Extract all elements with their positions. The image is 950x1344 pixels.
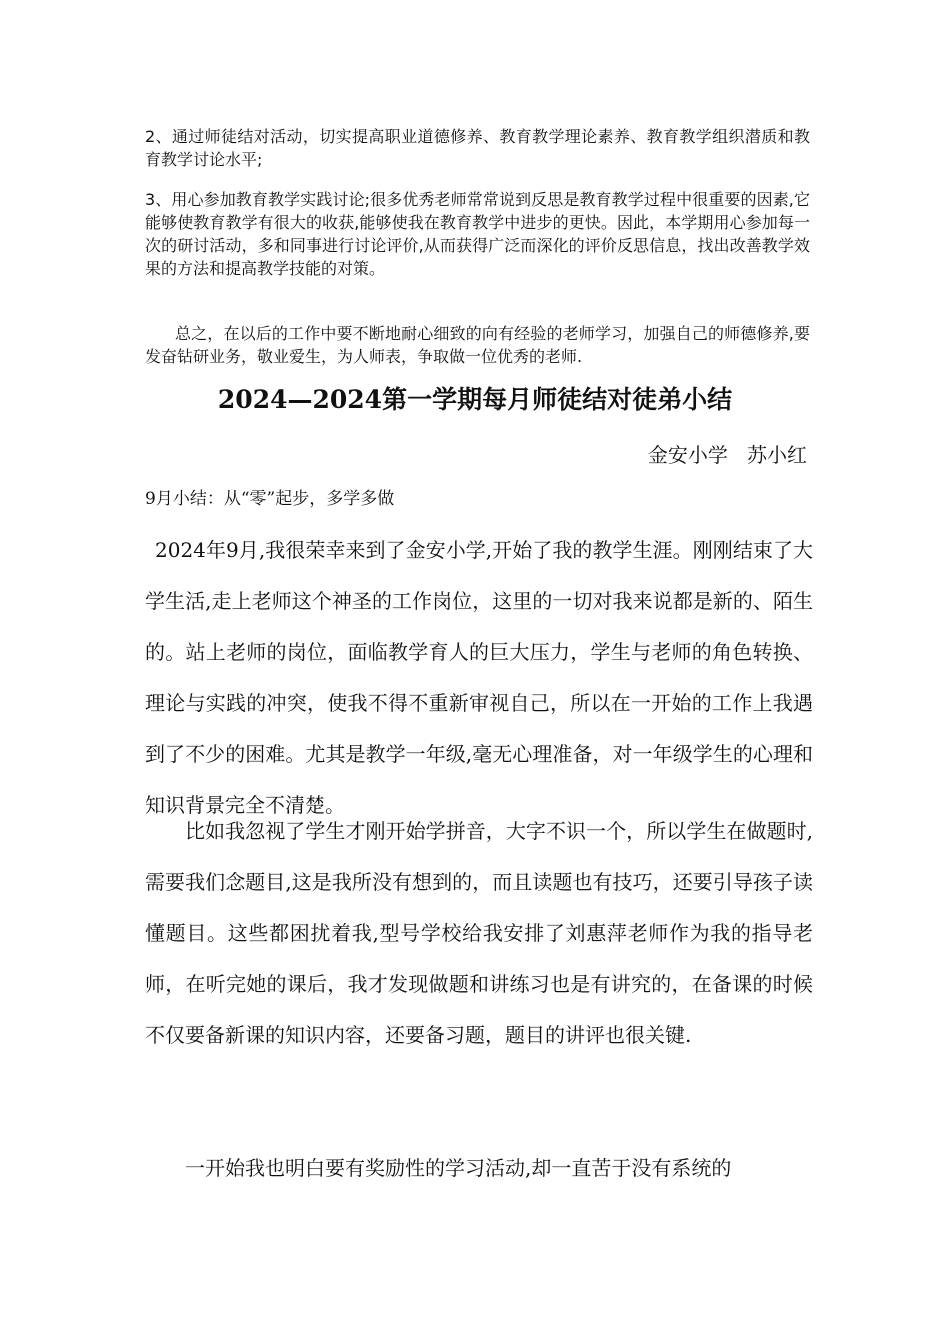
- author-byline: 金安小学 苏小红: [647, 443, 807, 467]
- section-heading: 9月小结：从“零”起步，多学多做: [145, 489, 395, 509]
- body-paragraph-2: 比如我忽视了学生才刚开始学拼音，大字不识一个，所以学生在做题时,需要我们念题目,这是我所没有想到的，而且读题也有技巧，还要引导孩子读懂题目。这些都困扰着我,型号学校给我安排了刘惠萍老师作为我的指导老师，在听完她的课后，我才发现做题和讲练习也是有讲究的，在备课的时候不仅要备新课的知识内容，还要备习题，题目的讲评也很关键.: [145, 819, 813, 1047]
- list-item-3: 3、用心参加教育教学实践讨论;很多优秀老师常常说到反思是教育教学过程中很重要的因素,它能够使教育教学有很大的收获,能够使我在教育教学中进步的更快。因此，本学期用心参加每一次的研讨活动，多和同事进行讨论评价,从而获得广泛而深化的评价反思信息，找出改善教学效果的方法和提高教学技能的对策。: [145, 190, 810, 278]
- summary-paragraph: 总之，在以后的工作中要不断地耐心细致的向有经验的老师学习，加强自己的师德修养,要发奋钻研业务，敬业爱生，为人师表，争取做一位优秀的老师.: [145, 324, 810, 366]
- body-paragraph-1: 2024年9月,我很荣幸来到了金安小学,开始了我的教学生涯。刚刚结束了大学生活,走上老师这个神圣的工作岗位，这里的一切对我来说都是新的、陌生的。站上老师的岗位，面临教学育人的巨大压力，学生与老师的角色转换、理论与实践的冲突，使我不得不重新审视自己，所以在一开始的工作上我遇到了不少的困难。尤其是教学一年级,毫无心理准备，对一年级学生的心理和知识背景完全不清楚。: [145, 538, 813, 817]
- list-item-2: 2、通过师徒结对活动，切实提高职业道德修养、教育教学理论素养、教育教学组织潜质和教育教学讨论水平;: [145, 127, 810, 169]
- document-title: 2024—2024第一学期每月师徒结对徒弟小结: [217, 385, 733, 414]
- body-paragraph-3: 一开始我也明白要有奖励性的学习活动,却一直苦于没有系统的: [185, 1156, 732, 1180]
